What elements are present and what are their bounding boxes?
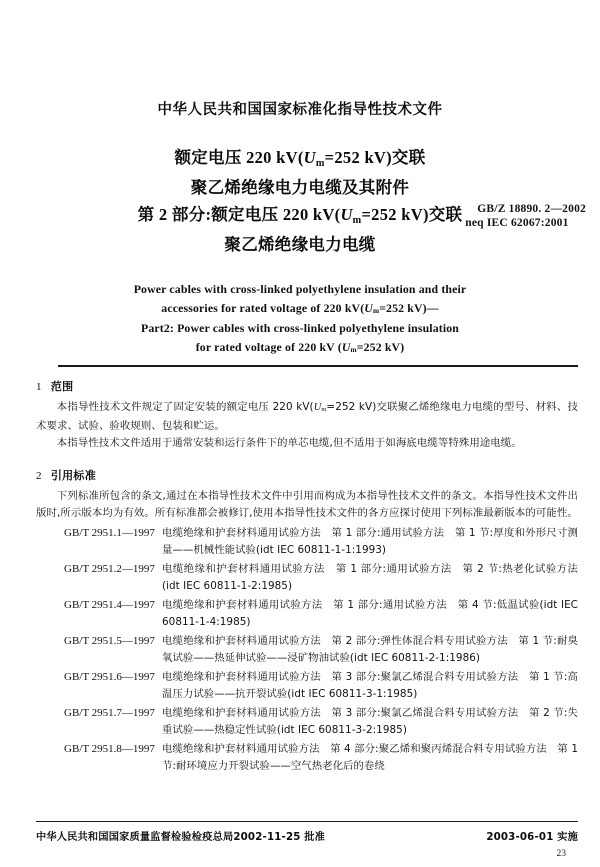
chinese-title-line-3-part-a: 第 2 部分:额定电压 220 kV( — [137, 205, 341, 225]
english-title-line-1: Power cables with cross-linked polyethylene insulation and their — [133, 282, 467, 297]
section-2-number: 2 — [36, 469, 42, 482]
um-symbol: $U_m$ — [341, 339, 357, 355]
reference-code: GB/T 2951.4—1997 — [64, 598, 155, 611]
um-symbol: $U_m$ — [313, 402, 327, 414]
header-divider-rule — [58, 365, 578, 367]
reference-item — [36, 561, 578, 596]
normative-reference-list — [36, 525, 578, 776]
reference-item — [36, 633, 578, 668]
footer-approval-text: 中华人民共和国国家质量监督检验检疫总局2002-11-25 批准 — [36, 832, 326, 843]
reference-code: GB/T 2951.6—1997 — [64, 670, 155, 683]
reference-item — [36, 669, 578, 704]
chinese-title-line-1 — [0, 144, 600, 174]
section-2-intro-paragraph: 下列标准所包含的条文,通过在本指导性技术文件中引用而构成为本指导性技术文件的条文。本指导性技术文件出版时,所示版本均为有效。所有标准都会被修订,使用本指导性技术文件的各方应探讨使用下列标准最新版本的可能性。 — [36, 489, 578, 519]
um-symbol: $U_m$ — [303, 148, 325, 169]
reference-text: 电缆绝缘和护套材料通用试验方法 第 1 部分:通用试验方法 第 1 节:厚度和外形尺寸测量——机械性能试验(idt IEC 60811-1-1:1993) — [162, 526, 578, 556]
reference-text: 电缆绝缘和护套材料通用试验方法 第 1 部分:通用试验方法 第 2 节:热老化试验方法(idt IEC 60811-1-2:1985) — [162, 562, 578, 592]
section-2-heading — [36, 467, 578, 483]
equivalence-note: neq IEC 62067:2001 — [465, 217, 569, 230]
reference-text: 电缆绝缘和护套材料通用试验方法 第 4 部分:聚乙烯和聚丙烯混合料专用试验方法 第 1 节:耐环境应力开裂试验——空气热老化后的卷绕 — [162, 742, 578, 772]
english-title-line-2: accessories for rated voltage of 220 $kV(U_m=252$ kV)— — [161, 300, 439, 316]
standard-number: GB/Z 18890. 2—2002 — [477, 203, 586, 216]
english-title-block — [0, 280, 600, 358]
chinese-title-line-1-part-a: 额定电压 220 kV( — [174, 148, 304, 168]
reference-code: GB/T 2951.8—1997 — [64, 742, 155, 755]
chinese-title-line-3-part-b: =252 kV)交联 — [361, 205, 463, 225]
reference-item — [36, 705, 578, 740]
page-number: 23 — [556, 849, 566, 859]
document-body — [36, 378, 578, 776]
reference-code: GB/T 2951.5—1997 — [64, 634, 155, 647]
footer-divider-rule — [36, 821, 578, 822]
chinese-title-line-4: 聚乙烯绝缘电力电缆 — [224, 235, 376, 255]
reference-item — [36, 741, 578, 776]
reference-code: GB/T 2951.1—1997 — [64, 526, 155, 539]
section-1-number: 1 — [36, 381, 42, 393]
um-symbol: $U_m$ — [340, 205, 362, 226]
chinese-title-block — [0, 144, 600, 258]
chinese-title-line-2: 聚乙烯绝缘电力电缆及其附件 — [190, 178, 410, 198]
section-1-paragraph-2: 本指导性技术文件适用于通常安装和运行条件下的单芯电缆,但不适用于如海底电缆等特殊用途电缆。 — [56, 437, 522, 449]
english-title-line-3: Part2: Power cables with cross-linked polyethylene insulation — [140, 321, 460, 336]
reference-code: GB/T 2951.7—1997 — [64, 706, 155, 719]
footer-implementation-text: 2003-06-01 实施 — [486, 832, 578, 843]
cover-block — [0, 0, 600, 358]
reference-item — [36, 525, 578, 560]
reference-text: 电缆绝缘和护套材料通用试验方法 第 1 部分:通用试验方法 第 4 节:低温试验(idt IEC 60811-1-4:1985) — [162, 598, 578, 628]
reference-item — [36, 597, 578, 632]
reference-text: 电缆绝缘和护套材料通用试验方法 第 3 部分:聚氯乙烯混合料专用试验方法 第 1 节:高温压力试验——抗开裂试验(idt IEC 60811-3-1:1985) — [162, 670, 578, 700]
standard-number-stamp — [465, 202, 586, 230]
reference-code: GB/T 2951.2—1997 — [64, 562, 155, 575]
english-title-line-4: for rated voltage of 220 kV ($U_m=252$ kV) — [195, 339, 405, 355]
reference-text: 电缆绝缘和护套材料通用试验方法 第 2 部分:弹性体混合料专用试验方法 第 1 节:耐臭氧试验——热延伸试验——浸矿物油试验(idt IEC 60811-2-1:1986) — [162, 634, 578, 664]
reference-text: 电缆绝缘和护套材料通用试验方法 第 3 部分:聚氯乙烯混合料专用试验方法 第 2 节:失重试验——热稳定性试验(idt IEC 60811-3-2:1985) — [162, 706, 578, 736]
section-2-title: 引用标准 — [50, 468, 97, 482]
um-symbol: $U_m$ — [364, 300, 380, 316]
page-footer — [36, 828, 578, 843]
section-1-paragraph-1: 本指导性技术文件规定了固定安装的额定电压 220 $kV(U_m=252$ kV)交联聚乙烯绝缘电力电缆的型号、材料、技术要求、试验、验收规则、包装和贮运。 — [36, 401, 578, 432]
chinese-title-line-1-part-b: =252 kV)交联 — [324, 148, 426, 168]
section-1-title: 范围 — [50, 380, 74, 393]
document-kind-line: 中华人民共和国国家标准化指导性技术文件 — [157, 102, 443, 118]
section-1-heading — [36, 378, 578, 394]
